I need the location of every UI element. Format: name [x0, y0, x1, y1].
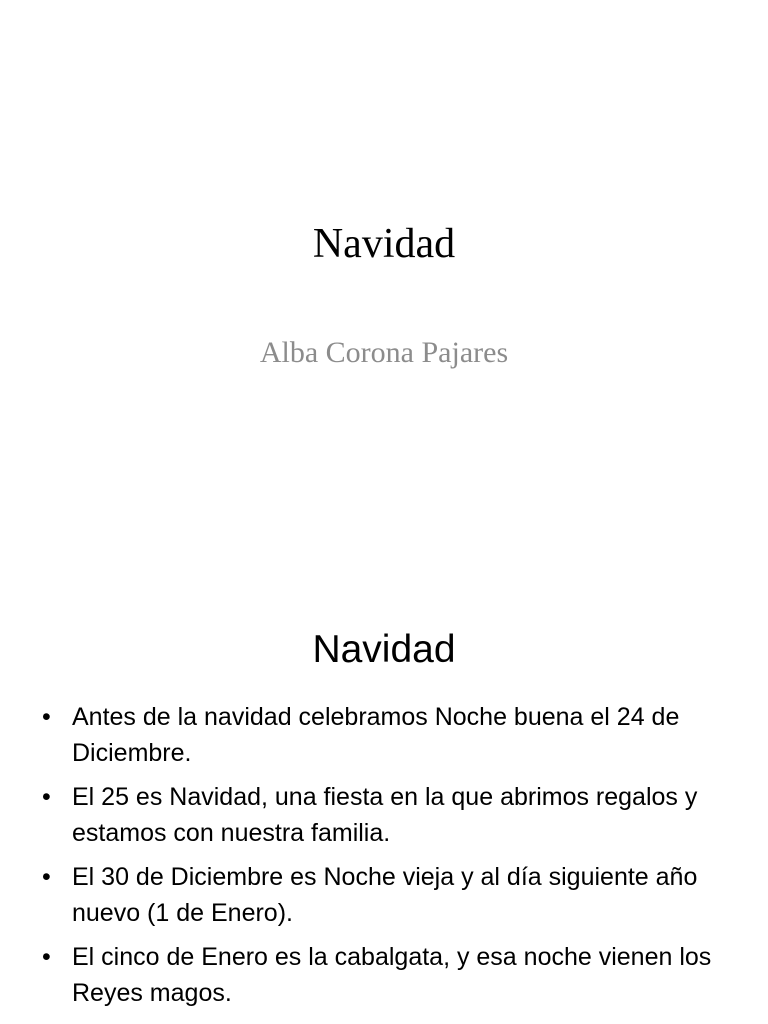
content-slide-title: Navidad — [312, 628, 456, 671]
bullet-item — [40, 779, 730, 851]
bullet-icon: • — [42, 943, 51, 971]
bullet-text: El 25 es Navidad, una fiesta en la que abrimos regalos y estamos con nuestra familia. — [72, 783, 698, 847]
bullet-icon: • — [42, 703, 51, 731]
slide-subtitle: Alba Corona Pajares — [259, 336, 509, 369]
bullet-item — [40, 939, 730, 1011]
bullet-text: Antes de la navidad celebramos Noche buena el 24 de Diciembre. — [72, 703, 680, 767]
bullet-list — [40, 699, 730, 1019]
bullet-item — [40, 699, 730, 771]
bullet-icon: • — [42, 783, 51, 811]
bullet-item — [40, 859, 730, 931]
bullet-icon: • — [42, 863, 51, 891]
bullet-text: El 30 de Diciembre es Noche vieja y al día siguiente año nuevo (1 de Enero). — [72, 863, 698, 927]
slide-title: Navidad — [312, 221, 456, 267]
bullet-text: El cinco de Enero es la cabalgata, y esa noche vienen los Reyes magos. — [72, 943, 712, 1007]
content-slide — [0, 600, 768, 1024]
